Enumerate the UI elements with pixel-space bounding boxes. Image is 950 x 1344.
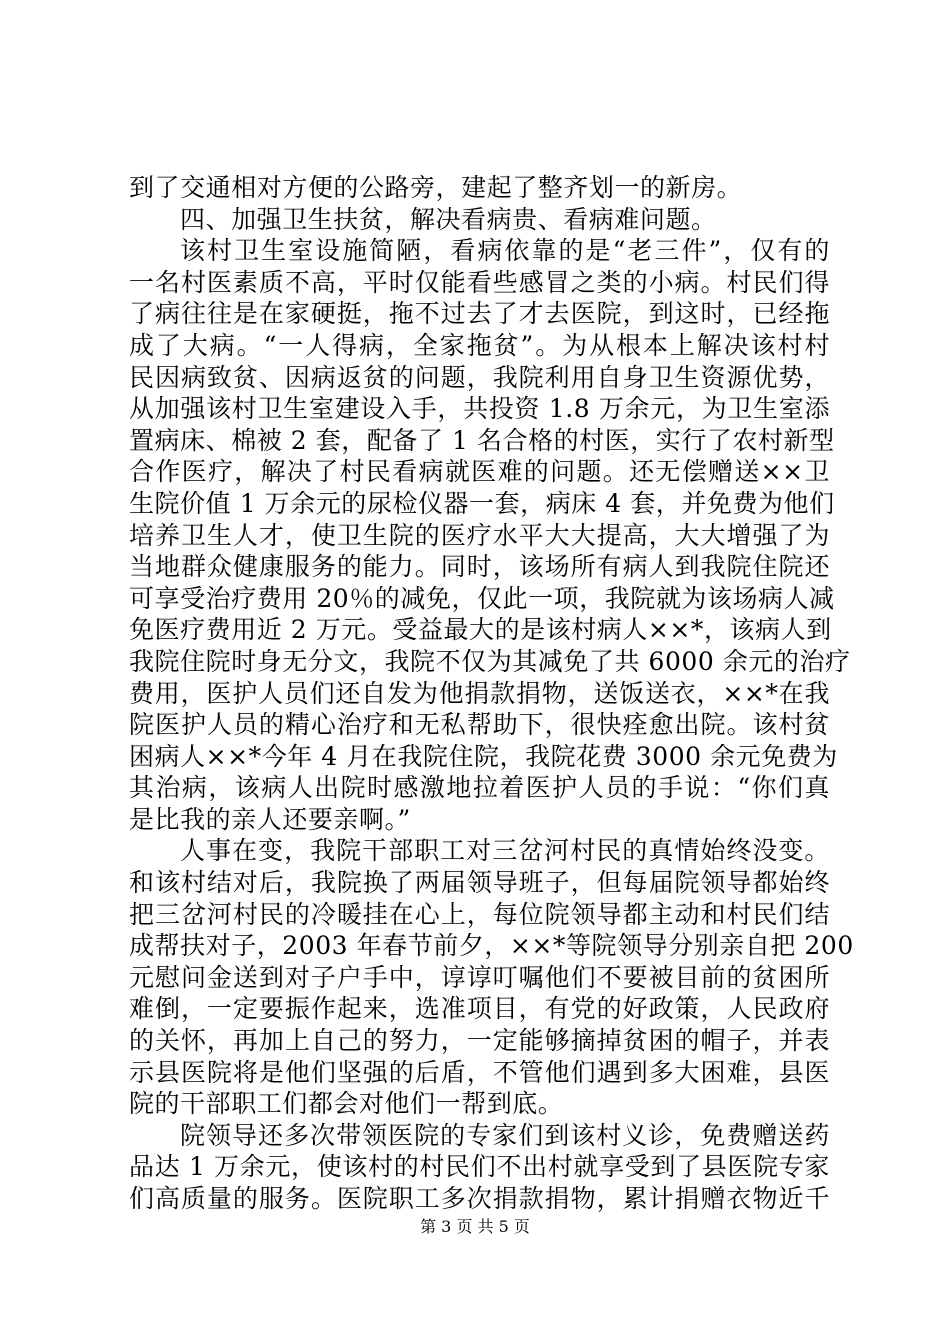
text-line: 院的干部职工们都会对他们一帮到底。 [129, 1089, 564, 1119]
text-line: 人事在变，我院干部职工对三岔河村民的真情始终没变。 [180, 836, 830, 866]
text-line: 成了大病。“一人得病，全家拖贫”。为从根本上解决该村村 [129, 330, 830, 360]
text-line: 免医疗费用近 2 万元。受益最大的是该村病人××*，该病人到 [129, 615, 832, 645]
text-line: 置病床、棉被 2 套，配备了 1 名合格的村医，实行了农村新型 [129, 425, 835, 455]
text-line: 生院价值 1 万余元的尿检仪器一套，病床 4 套，并免费为他们 [129, 488, 835, 518]
text-line: 们高质量的服务。医院职工多次捐款捐物，累计捐赠衣物近千 [129, 1184, 830, 1213]
text-line: 把三岔河村民的冷暖挂在心上，每位院领导都主动和村民们结 [129, 899, 830, 929]
text-line: 培养卫生人才，使卫生院的医疗水平大大提高，大大增强了为 [129, 520, 830, 550]
text-line: 了病往往是在家硬挺，拖不过去了才去医院，到这时，已经拖 [129, 299, 830, 329]
text-line: 民因病致贫、因病返贫的问题，我院利用自身卫生资源优势， [129, 362, 830, 392]
text-line: 难倒，一定要振作起来，选准项目，有党的好政策，人民政府 [129, 994, 830, 1024]
text-line: 是比我的亲人还要亲啊。” [129, 804, 411, 834]
text-line: 和该村结对后，我院换了两届领导班子，但每届院领导都始终 [129, 868, 830, 898]
text-line: 可享受治疗费用 20％的减免，仅此一项，我院就为该场病人减 [129, 583, 835, 613]
text-line: 院领导还多次带领医院的专家们到该村义诊，免费赠送药 [180, 1120, 830, 1150]
text-line: 到了交通相对方便的公路旁，建起了整齐划一的新房。 [129, 173, 743, 202]
text-line: 品达 1 万余元，使该村的村民们不出村就享受到了县医院专家 [129, 1152, 830, 1182]
text-line: 的关怀，再加上自己的努力，一定能够摘掉贫困的帽子，并表 [129, 1026, 830, 1056]
document-body [129, 172, 854, 1215]
text-line: 我院住院时身无分文，我院不仅为其减免了共 6000 余元的治疗 [129, 646, 851, 676]
text-line: 示县医院将是他们坚强的后盾，不管他们遇到多大困难，县医 [129, 1057, 830, 1087]
text-line: 元慰问金送到对子户手中，谆谆叮嘱他们不要被目前的贫困所 [129, 962, 830, 992]
text-line: 四、加强卫生扶贫，解决看病贵、看病难问题。 [180, 204, 717, 234]
text-line: 困病人××*今年 4 月在我院住院，我院花费 3000 余元免费为 [129, 741, 838, 771]
text-line: 从加强该村卫生室建设入手，共投资 1.8 万余元，为卫生室添 [129, 394, 830, 424]
text-line: 费用，医护人员们还自发为他捐款捐物，送饭送衣，××*在我 [129, 678, 830, 708]
text-line: 其治病，该病人出院时感激地拉着医护人员的手说：“你们真 [129, 773, 830, 803]
text-line: 该村卫生室设施简陋，看病依靠的是“老三件”，仅有的 [180, 236, 830, 266]
text-line: 合作医疗，解决了村民看病就医难的问题。还无偿赠送××卫 [129, 457, 830, 487]
text-line: 当地群众健康服务的能力。同时，该场所有病人到我院住院还 [129, 552, 830, 582]
text-line: 成帮扶对子，2003 年春节前夕，××*等院领导分别亲自把 200 [129, 931, 854, 961]
text-line: 一名村医素质不高，平时仅能看些感冒之类的小病。村民们得 [129, 267, 830, 297]
text-line: 院医护人员的精心治疗和无私帮助下，很快痊愈出院。该村贫 [129, 710, 830, 740]
page-footer: 第 3 页 共 5 页 [420, 1217, 530, 1236]
